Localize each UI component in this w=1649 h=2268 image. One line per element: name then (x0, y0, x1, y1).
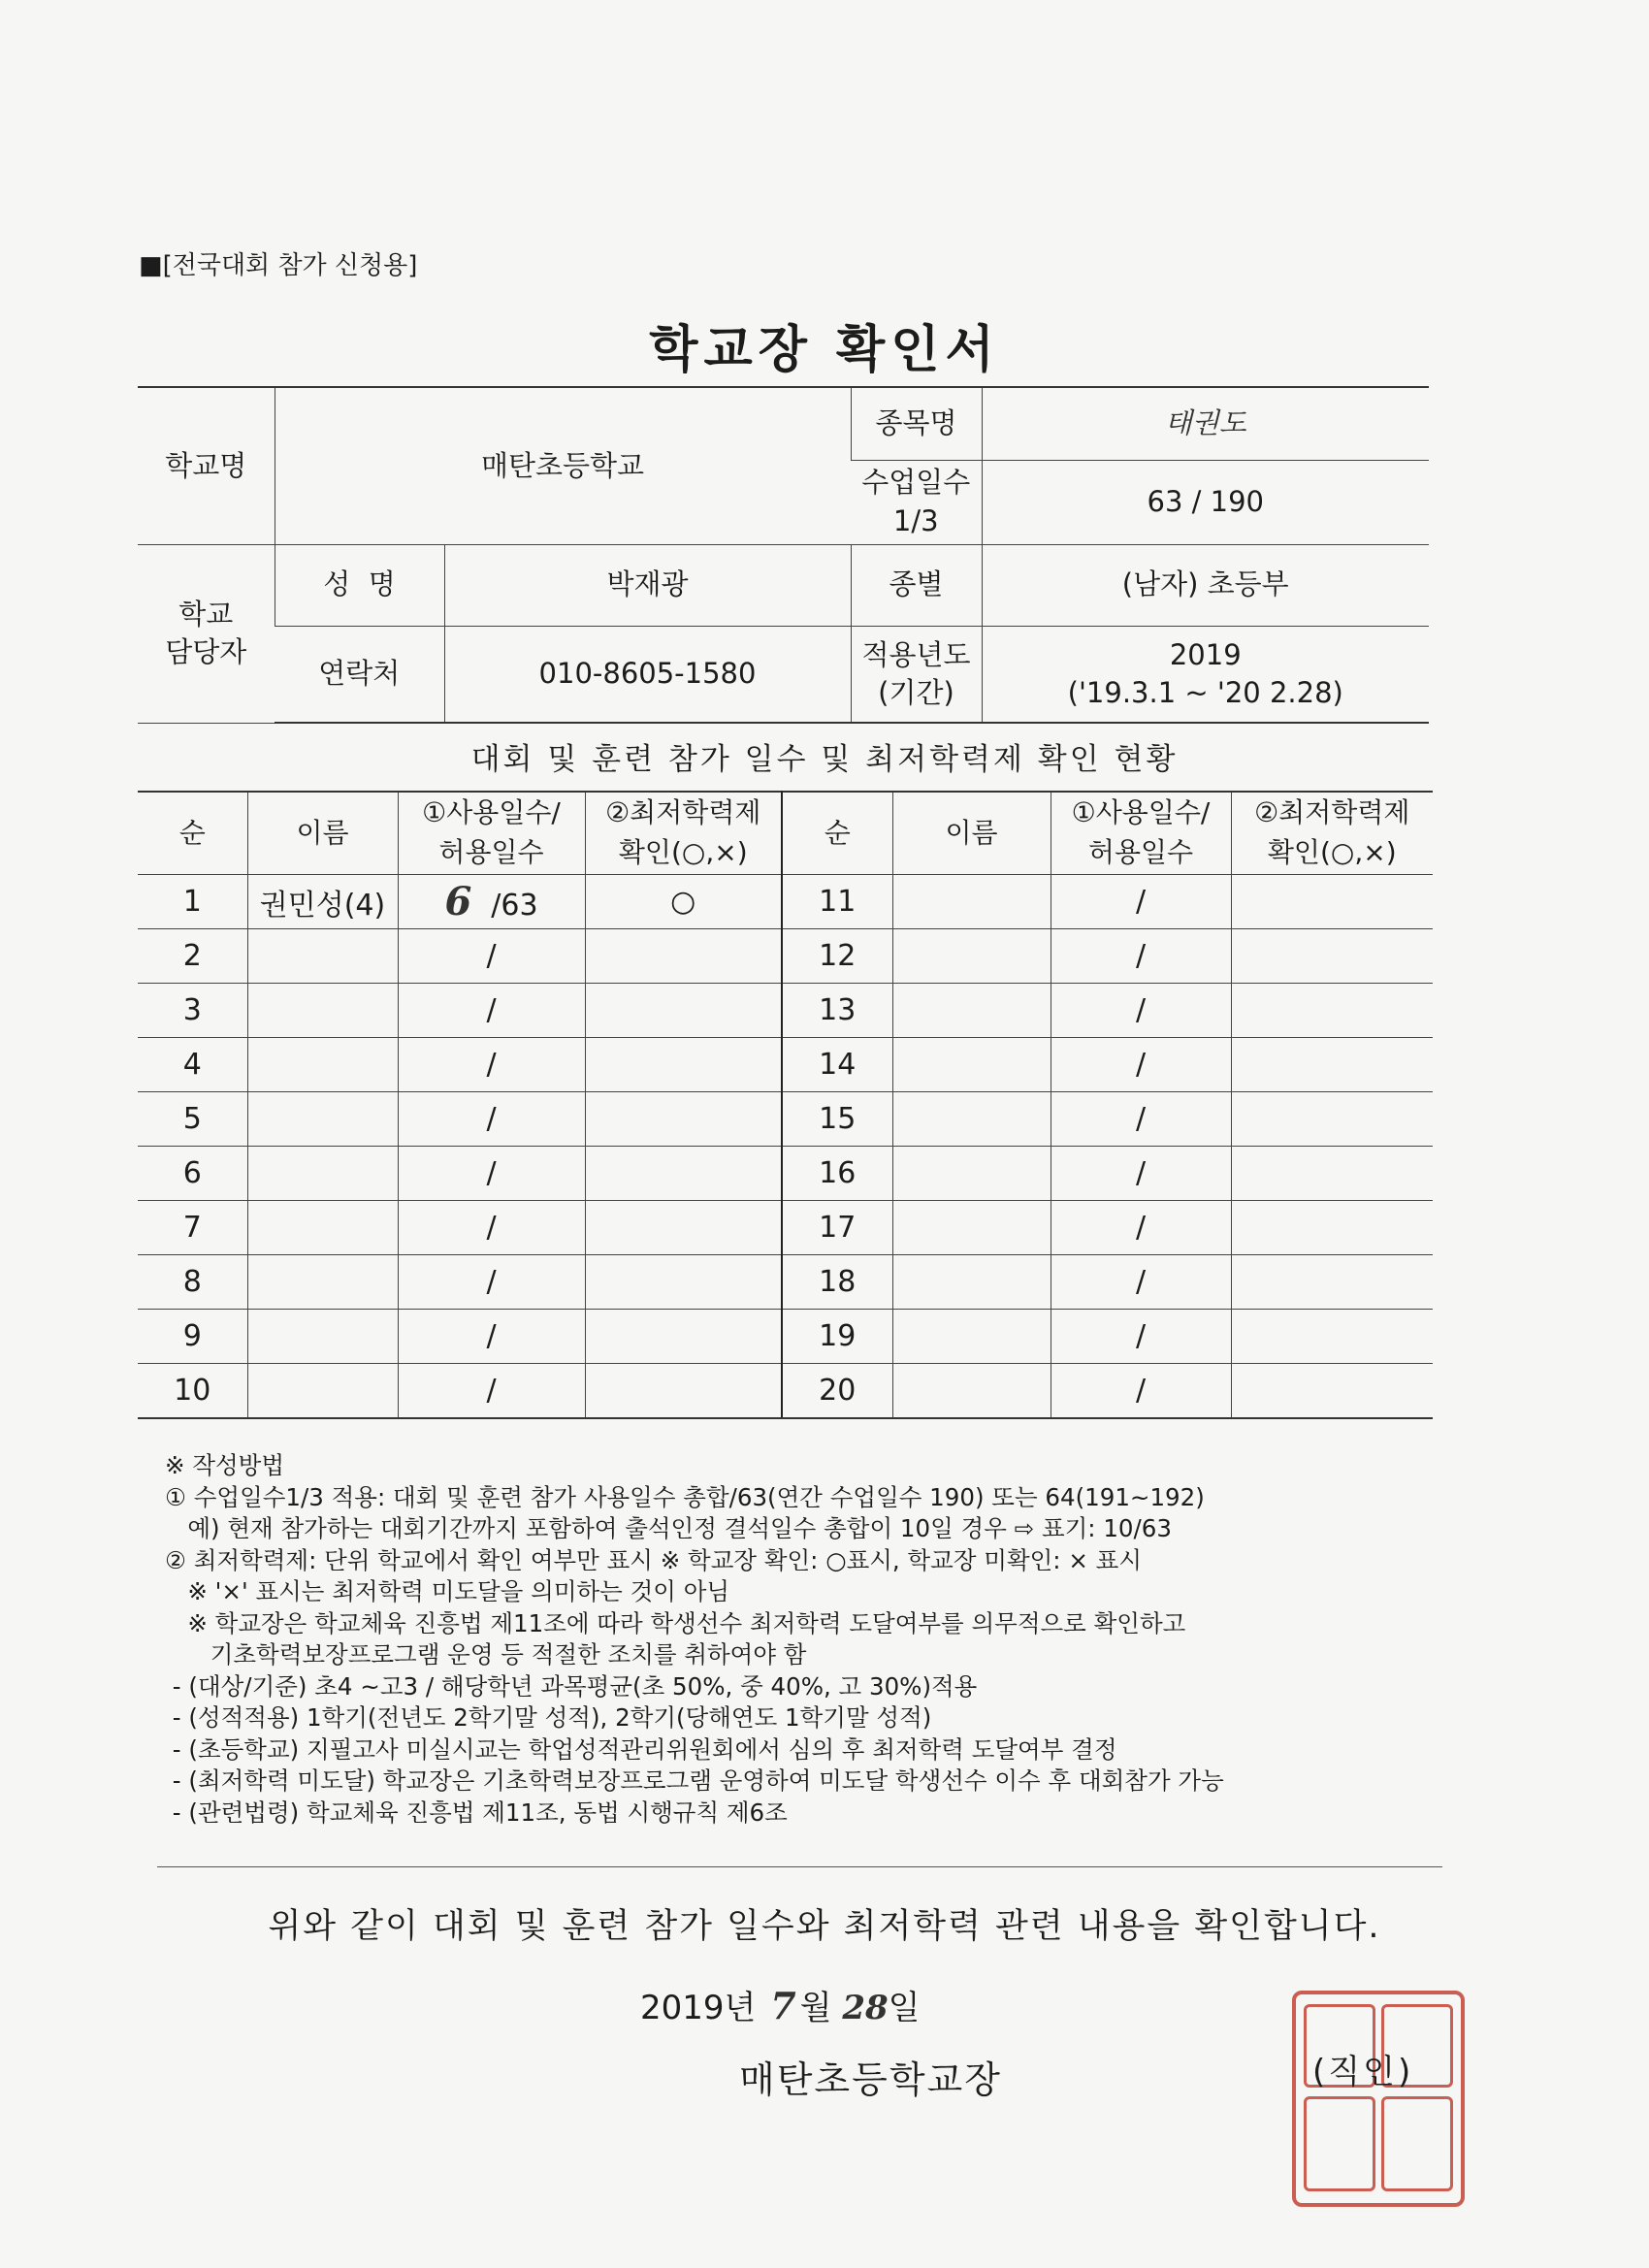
row-no-2: 12 (782, 929, 892, 984)
header-days-2: 허용일수 (438, 836, 544, 868)
row-name (247, 929, 398, 984)
row-name (247, 1364, 398, 1419)
table-row (138, 1255, 1433, 1310)
guide-line: ② 최저학력제: 단위 학교에서 확인 여부만 표시 ※ 학교장 확인: ○표시, 학교장 미확인: × 표시 (165, 1545, 1142, 1574)
table-row (138, 1038, 1433, 1092)
name-value: 박재광 (444, 544, 851, 626)
row-name (247, 1255, 398, 1310)
row-name (247, 984, 398, 1038)
row-days: / (398, 1092, 585, 1147)
row-check-2 (1231, 1310, 1433, 1364)
issue-date (640, 1981, 921, 2028)
header-days-1: ①사용일수/ (422, 796, 561, 829)
row-no-2: 13 (782, 984, 892, 1038)
school-name: 매탄초등학교 (275, 387, 851, 544)
guide-line: ※ '×' 표시는 최저학력 미도달을 의미하는 것이 아님 (165, 1577, 730, 1605)
name-label: 성 명 (275, 544, 444, 626)
row-name (247, 1201, 398, 1255)
page-title: 학교장 확인서 (649, 321, 1000, 379)
guide-line: - (초등학교) 지필고사 미실시교는 학업성적관리위원회에서 심의 후 최저학력 도달여부 결정 (165, 1734, 1117, 1764)
info-table (138, 386, 1429, 724)
class-days-value: 63 / 190 (982, 460, 1429, 544)
guide-line: ① 수업일수1/3 적용: 대회 및 훈련 참가 사용일수 총합/63(연간 수업일수 190) 또는 64(191~192) (165, 1482, 1205, 1511)
row-days-2: / (1051, 875, 1231, 929)
row-name-2 (892, 1364, 1051, 1419)
table-row (138, 929, 1433, 984)
row-no: 4 (138, 1038, 247, 1092)
row-days-2: / (1051, 1038, 1231, 1092)
header-acad-2: 확인(○,×) (618, 836, 748, 868)
year-label (851, 626, 982, 723)
row-check-2 (1231, 929, 1433, 984)
row-no: 9 (138, 1310, 247, 1364)
row-days-2: / (1051, 1255, 1231, 1310)
row-name-2 (892, 875, 1051, 929)
header-no-2: 순 (782, 792, 892, 875)
row-check (585, 1201, 782, 1255)
row-name (247, 1147, 398, 1201)
row-days-2: / (1051, 1201, 1231, 1255)
row-name (247, 1310, 398, 1364)
row-name-2 (892, 1092, 1051, 1147)
class-days-label (851, 460, 982, 544)
sport-value: 태권도 (1164, 406, 1246, 440)
status-table (138, 791, 1433, 1419)
header-acad-b-1: ②최저학력제 (1254, 796, 1410, 829)
guide-line: - (최저학력 미도달) 학교장은 기초학력보장프로그램 운영하여 미도달 학생선수 이수 후 대회참가 가능 (165, 1766, 1224, 1795)
status-title: 대회 및 훈련 참가 일수 및 최저학력제 확인 현황 (470, 742, 1179, 777)
row-check-2 (1231, 1201, 1433, 1255)
row-check (585, 1255, 782, 1310)
year-value-cell (982, 626, 1429, 723)
row-check (585, 1147, 782, 1201)
header-days-b-1: ①사용일수/ (1071, 796, 1211, 829)
staff-label-1: 학교 (178, 597, 234, 631)
row-no: 8 (138, 1255, 247, 1310)
row-days: / (398, 1038, 585, 1092)
table-row (138, 1364, 1433, 1419)
category-value: (남자) 초등부 (982, 544, 1429, 626)
row-days-2: / (1051, 1310, 1231, 1364)
row-check-2 (1231, 1147, 1433, 1201)
row-days: / (398, 1201, 585, 1255)
class-days-label-1: 수업일수 (861, 466, 971, 500)
row-days-allowed: /63 (491, 889, 538, 923)
official-seal-stamp (1292, 1991, 1465, 2207)
seal-glyph-block (1304, 2096, 1375, 2191)
row-no-2: 14 (782, 1038, 892, 1092)
row-no: 5 (138, 1092, 247, 1147)
date-year: 2019년 (640, 1989, 757, 2027)
contact-value: 010-8605-1580 (444, 626, 851, 723)
row-check (585, 1310, 782, 1364)
row-no-2: 20 (782, 1364, 892, 1419)
sport-label: 종목명 (851, 387, 982, 460)
guide-line: - (대상/기준) 초4 ~고3 / 해당학년 과목평균(초 50%, 중 40%, 고 30%)적용 (165, 1671, 978, 1701)
table-row (138, 1092, 1433, 1147)
year-label-1: 적용년도 (861, 637, 971, 671)
row-check (585, 1038, 782, 1092)
row-days: / (398, 1310, 585, 1364)
table-row (138, 984, 1433, 1038)
date-day-unit: 일 (888, 1989, 921, 2027)
header-name: 이름 (247, 792, 398, 875)
guide-line: 기초학력보장프로그램 운영 등 적절한 조치를 취하여야 함 (165, 1640, 807, 1669)
header-no: 순 (138, 792, 247, 875)
row-check: ○ (585, 875, 782, 929)
row-check (585, 929, 782, 984)
date-day: 28 (842, 1989, 889, 2027)
row-name-2 (892, 929, 1051, 984)
row-days: / (398, 1364, 585, 1419)
row-check-2 (1231, 875, 1433, 929)
row-check-2 (1231, 984, 1433, 1038)
row-check (585, 1364, 782, 1419)
row-name-2 (892, 984, 1051, 1038)
row-no-2: 18 (782, 1255, 892, 1310)
row-days: / (398, 929, 585, 984)
table-row (138, 1201, 1433, 1255)
row-no: 10 (138, 1364, 247, 1419)
row-no: 2 (138, 929, 247, 984)
school-label: 학교명 (138, 387, 275, 544)
row-days-2: / (1051, 1147, 1231, 1201)
table-row (138, 1147, 1433, 1201)
form-tag: ■[전국대회 참가 신청용] (139, 251, 418, 280)
row-name-2 (892, 1201, 1051, 1255)
row-days-2: / (1051, 929, 1231, 984)
row-name (247, 1092, 398, 1147)
row-no-2: 11 (782, 875, 892, 929)
contact-label: 연락처 (275, 626, 444, 723)
row-days-2: / (1051, 1092, 1231, 1147)
row-check (585, 1092, 782, 1147)
principal-name: 매탄초등학교장 (739, 2058, 1002, 2101)
row-name-2 (892, 1147, 1051, 1201)
header-days-b (1051, 792, 1231, 875)
row-no-2: 15 (782, 1092, 892, 1147)
row-check-2 (1231, 1092, 1433, 1147)
date-month: 7 (770, 1984, 796, 2027)
row-days-2: / (1051, 984, 1231, 1038)
row-no: 3 (138, 984, 247, 1038)
row-days: / (398, 984, 585, 1038)
row-name-2 (892, 1310, 1051, 1364)
row-name: 권민성(4) (247, 875, 398, 929)
row-no-2: 19 (782, 1310, 892, 1364)
row-name-2 (892, 1038, 1051, 1092)
row-check-2 (1231, 1038, 1433, 1092)
year-value: 2019 (1169, 637, 1242, 671)
year-label-2: (기간) (878, 675, 954, 709)
divider (157, 1866, 1442, 1867)
header-name-2: 이름 (892, 792, 1051, 875)
class-days-label-2: 1/3 (892, 503, 939, 537)
seal-label: (직인) (1312, 2053, 1414, 2091)
guide-line: - (관련법령) 학교체육 진흥법 제11조, 동법 시행규칙 제6조 (165, 1798, 788, 1827)
date-month-unit: 월 (799, 1989, 832, 2027)
row-no: 6 (138, 1147, 247, 1201)
row-no-2: 16 (782, 1147, 892, 1201)
row-no-2: 17 (782, 1201, 892, 1255)
row-days-used: 6 (444, 879, 472, 924)
row-days: / (398, 1147, 585, 1201)
row-no: 1 (138, 875, 247, 929)
period-value: ('19.3.1 ~ '20 2.28) (1067, 675, 1343, 709)
row-days-2: / (1051, 1364, 1231, 1419)
guide-line: ※ 학교장은 학교체육 진흥법 제11조에 따라 학생선수 최저학력 도달여부를 의무적으로 확인하고 (165, 1608, 1186, 1637)
header-days (398, 792, 585, 875)
table-row (138, 875, 1433, 929)
row-check (585, 984, 782, 1038)
header-acad-1: ②최저학력제 (605, 796, 761, 829)
row-name-2 (892, 1255, 1051, 1310)
row-check-2 (1231, 1364, 1433, 1419)
header-acad (585, 792, 782, 875)
header-acad-b (1231, 792, 1433, 875)
guide-heading: ※ 작성방법 (165, 1451, 284, 1479)
table-row (138, 1310, 1433, 1364)
guide-line: - (성적적용) 1학기(전년도 2학기말 성적), 2학기(당해연도 1학기말 성적) (165, 1703, 932, 1732)
staff-label-2: 담당자 (165, 635, 247, 668)
row-no: 7 (138, 1201, 247, 1255)
header-days-b-2: 허용일수 (1087, 836, 1194, 868)
row-days: / (398, 1255, 585, 1310)
staff-label (138, 544, 275, 723)
confirm-statement: 위와 같이 대회 및 훈련 참가 일수와 최저학력 관련 내용을 확인합니다. (268, 1907, 1381, 1946)
header-acad-b-2: 확인(○,×) (1267, 836, 1397, 868)
writing-guide (165, 1450, 1465, 1829)
row-name (247, 1038, 398, 1092)
guide-line: 예) 현재 참가하는 대회기간까지 포함하여 출석인정 결석일수 총합이 10일 경우 ⇨ 표기: 10/63 (165, 1514, 1172, 1542)
category-label: 종별 (851, 544, 982, 626)
seal-glyph-block (1381, 2096, 1453, 2191)
row-check-2 (1231, 1255, 1433, 1310)
row-days (398, 875, 585, 929)
